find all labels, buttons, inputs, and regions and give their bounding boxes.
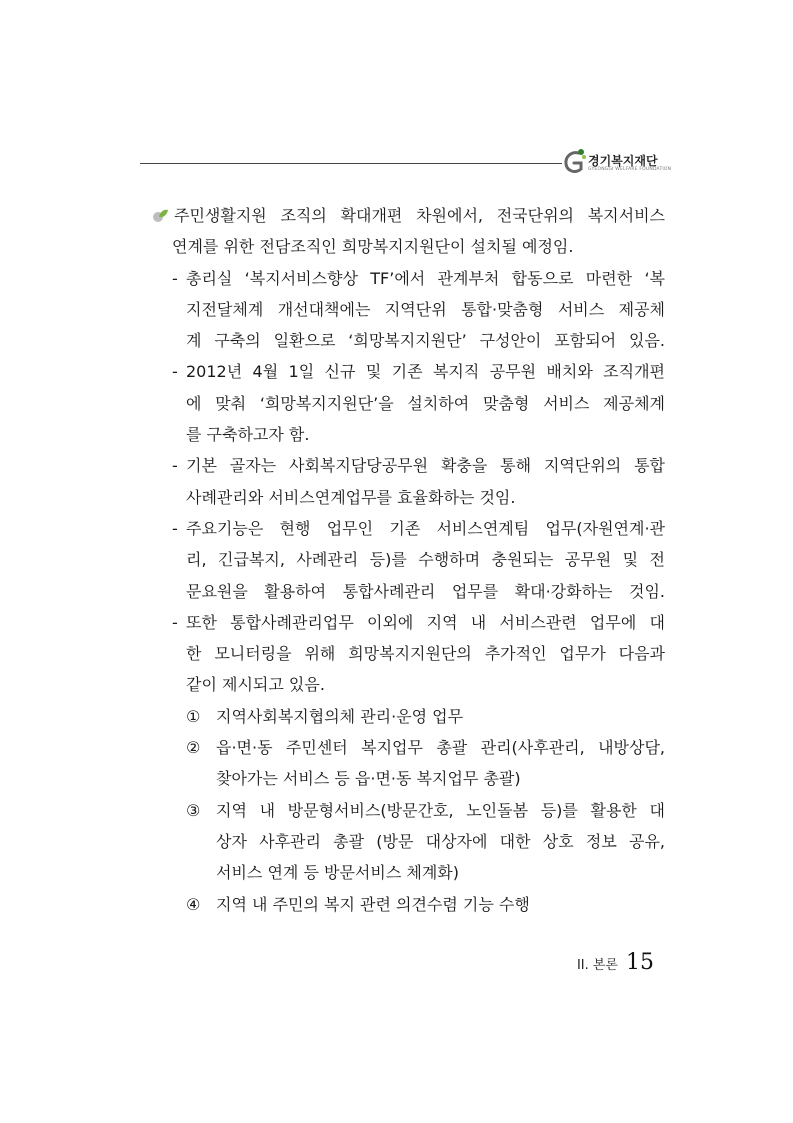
page-number: 15 <box>626 950 654 975</box>
foundation-logo <box>562 148 672 178</box>
section-label: II. 본론 <box>576 958 618 973</box>
dash-item-text: 리, 긴급복지, 사례관리 등)를 수행하며 충원되는 공무원 및 전 <box>186 550 665 570</box>
circled-number: ② <box>186 738 201 758</box>
bullet-text: 주민생활지원 조직의 확대개편 차원에서, 전국단위의 복지서비스 <box>174 206 665 225</box>
numbered-item-text: 지역 내 주민의 복지 관련 의견수렴 기능 수행 <box>216 894 530 914</box>
numbered-item-text: 지역사회복지협의체 관리·운영 업무 <box>216 706 464 726</box>
dash-item-line <box>150 513 665 544</box>
logo-text: 경기복지재단 <box>588 154 658 168</box>
dash-item-text: 같이 제시되고 있음. <box>186 675 325 695</box>
dash-item-line <box>150 638 665 669</box>
numbered-item-text: 찾아가는 서비스 등 읍·면·동 복지업무 총괄) <box>216 769 521 789</box>
dash-item-line <box>150 419 665 450</box>
dash-item-line <box>150 263 665 294</box>
bullet-paragraph-line <box>150 200 665 231</box>
numbered-item-text: 읍·면·동 주민센터 복지업무 총괄 관리(사후관리, 내방상담, <box>216 738 665 758</box>
dash-item-line <box>150 482 665 513</box>
dash-item-text: 또한 통합사례관리업무 이외에 지역 내 서비스관련 업무에 대 <box>186 612 665 632</box>
dash-marker: - <box>172 268 178 288</box>
dash-item-line <box>150 356 665 387</box>
numbered-item-line <box>150 826 665 857</box>
dash-item-text: 를 구축하고자 함. <box>186 425 310 445</box>
g-swirl-logo-icon <box>562 148 586 176</box>
circled-number: ① <box>186 706 201 726</box>
dash-item-text: 기본 골자는 사회복지담당공무원 확충을 통해 지역단위의 통합 <box>186 456 665 476</box>
logo-subtext: GYEONGGI WELFARE FOUNDATION <box>588 167 672 172</box>
dash-item-line <box>150 607 665 638</box>
numbered-item-text: 서비스 연계 등 방문서비스 체계화) <box>216 863 459 883</box>
dash-item-text: 한 모니터링을 위해 희망복지지원단의 추가적인 업무가 다음과 <box>186 644 665 664</box>
bullet-paragraph-line <box>150 231 665 262</box>
dash-item-text: 사례관리와 서비스연계업무를 효율화하는 것임. <box>186 487 516 507</box>
dash-item-text: 2012년 4월 1일 신규 및 기존 복지직 공무원 배치와 조직개편 <box>186 362 665 382</box>
numbered-item-line <box>150 857 665 888</box>
dash-item-text: 주요기능은 현행 업무인 기존 서비스연계팀 업무(자원연계·관 <box>186 518 665 538</box>
document-body <box>150 200 665 920</box>
circled-number: ③ <box>186 800 201 820</box>
dash-item-line <box>150 576 665 607</box>
page-footer <box>577 950 654 975</box>
dash-item-line <box>150 450 665 481</box>
dash-item-line <box>150 669 665 700</box>
dash-marker: - <box>172 362 178 382</box>
circled-number: ④ <box>186 894 201 914</box>
dash-marker: - <box>172 518 178 538</box>
dash-item-line <box>150 325 665 356</box>
numbered-item-line <box>150 701 665 732</box>
dash-item-text: 에 맞춰 ‘희망복지지원단’을 설치하여 맞춤형 서비스 제공체계 <box>186 393 665 413</box>
dash-item-line <box>150 544 665 575</box>
dash-item-text: 총리실 ‘복지서비스향상 TF’에서 관계부처 합동으로 마련한 ‘복 <box>186 268 665 288</box>
dash-marker: - <box>172 612 178 632</box>
dash-marker: - <box>172 456 178 476</box>
dash-item-line <box>150 388 665 419</box>
dash-item-text: 계 구축의 일환으로 ‘희망복지지원단’ 구성안이 포함되어 있음. <box>186 331 665 351</box>
numbered-item-text: 상자 사후관리 총괄 (방문 대상자에 대한 상호 정보 공유, <box>216 831 665 851</box>
numbered-item-line <box>150 889 665 920</box>
bullet-text: 연계를 위한 전담조직인 희망복지지원단이 설치될 예정임. <box>172 237 574 257</box>
numbered-item-line <box>150 795 665 826</box>
dash-item-text: 지전달체계 개선대책에는 지역단위 통합·맞춤형 서비스 제공체 <box>186 299 665 319</box>
header-rule <box>140 163 562 164</box>
leaf-bullet-icon <box>150 206 170 226</box>
numbered-item-line <box>150 763 665 794</box>
numbered-item-line <box>150 732 665 763</box>
dash-item-line <box>150 294 665 325</box>
numbered-item-text: 지역 내 방문형서비스(방문간호, 노인돌봄 등)를 활용한 대 <box>216 800 665 820</box>
dash-item-text: 문요원을 활용하여 통합사례관리 업무를 확대·강화하는 것임. <box>186 581 665 601</box>
